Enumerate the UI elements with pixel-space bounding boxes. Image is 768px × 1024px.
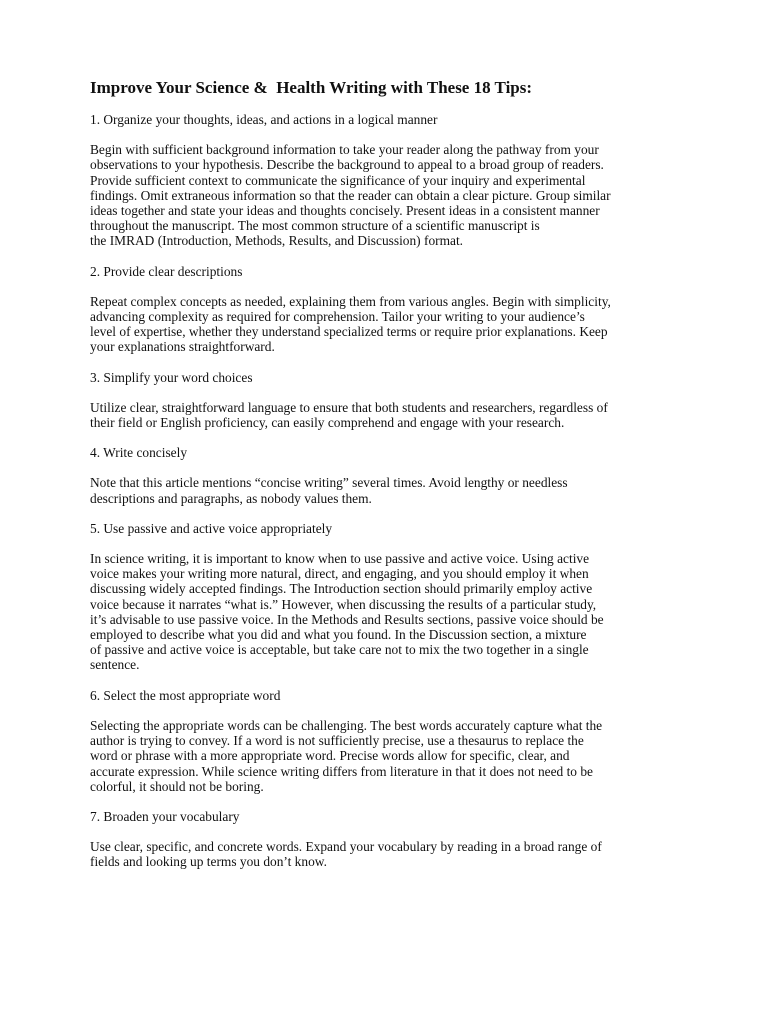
- paragraph-line: throughout the manuscript. The most common structure of a scientific manuscript is: [90, 218, 540, 234]
- section-heading: 1. Organize your thoughts, ideas, and actions in a logical manner: [90, 112, 438, 127]
- paragraph-line: Provide sufficient context to communicate the significance of your inquiry and experimental: [90, 172, 586, 188]
- paragraph-line: employed to describe what you did and what you found. In the Discussion section, a mixture: [90, 627, 587, 643]
- paragraph-line: advancing complexity as required for comprehension. Tailor your writing to your audience’s: [90, 309, 585, 325]
- paragraph-line: Use clear, specific, and concrete words. Expand your vocabulary by reading in a broad range of: [90, 839, 602, 855]
- section-paragraph: [90, 839, 680, 869]
- paragraph-line: their field or English proficiency, can easily comprehend and engage with your research.: [90, 415, 565, 431]
- paragraph-line: observations to your hypothesis. Describe the background to appeal to a broad group of readers.: [90, 157, 604, 173]
- section-heading: 7. Broaden your vocabulary: [90, 808, 240, 824]
- paragraph-line: Selecting the appropriate words can be challenging. The best words accurately capture what the: [90, 717, 603, 733]
- paragraph-line: sentence.: [90, 657, 140, 673]
- section-heading: 6. Select the most appropriate word: [90, 687, 281, 703]
- paragraph-line: voice makes your writing more natural, direct, and engaging, and you should employ it when: [90, 566, 589, 582]
- paragraph-line: findings. Omit extraneous information so that the reader can obtain a clear picture. Group similar: [90, 187, 611, 203]
- paragraph-line: voice because it narrates “what is.” However, when discussing the results of a particular study,: [90, 596, 597, 612]
- document-title: Improve Your Science & Health Writing with These 18 Tips:: [90, 78, 533, 97]
- paragraph-line: In science writing, it is important to know when to use passive and active voice. Using active: [90, 551, 590, 567]
- section-heading: 5. Use passive and active voice appropriately: [90, 520, 333, 536]
- section-heading: 4. Write concisely: [90, 445, 188, 461]
- section-paragraph: [90, 142, 680, 248]
- paragraph-line: discussing widely accepted findings. The Introduction section should primarily employ active: [90, 581, 593, 597]
- section-paragraph: [90, 551, 680, 673]
- paragraph-line: level of expertise, whether they understand specialized terms or require prior explanations. Keep: [90, 324, 608, 340]
- paragraph-line: Repeat complex concepts as needed, explaining them from various angles. Begin with simplicity,: [90, 293, 611, 309]
- document-page: [90, 78, 680, 885]
- paragraph-line: author is trying to convey. If a word is not sufficiently precise, use a thesaurus to replace the: [90, 733, 584, 749]
- paragraph-line: ideas together and state your ideas and thoughts concisely. Present ideas in a consistent manner: [90, 203, 600, 219]
- paragraph-line: the IMRAD (Introduction, Methods, Results, and Discussion) format.: [90, 233, 464, 249]
- paragraph-line: Note that this article mentions “concise writing” several times. Avoid lengthy or needless: [90, 475, 568, 491]
- section-paragraph: [90, 400, 680, 430]
- paragraph-line: of passive and active voice is acceptable, but take care not to mix the two together in a single: [90, 642, 589, 658]
- section-paragraph: [90, 475, 680, 505]
- paragraph-line: Utilize clear, straightforward language to ensure that both students and researchers, regardless of: [90, 399, 608, 415]
- paragraph-line: word or phrase with a more appropriate word. Precise words allow for specific, clear, and: [90, 748, 570, 764]
- paragraph-line: your explanations straightforward.: [90, 339, 275, 355]
- paragraph-line: colorful, it should not be boring.: [90, 778, 264, 794]
- paragraph-line: Begin with sufficient background information to take your reader along the pathway from your: [90, 142, 599, 158]
- paragraph-line: descriptions and paragraphs, as nobody values them.: [90, 490, 372, 506]
- section-heading: 2. Provide clear descriptions: [90, 263, 243, 279]
- section-paragraph: [90, 294, 680, 355]
- paragraph-line: fields and looking up terms you don’t know.: [90, 854, 327, 870]
- paragraph-line: it’s advisable to use passive voice. In the Methods and Results sections, passive voice should be: [90, 611, 604, 627]
- section-paragraph: [90, 718, 680, 794]
- paragraph-line: accurate expression. While science writing differs from literature in that it does not need to be: [90, 763, 593, 779]
- section-heading: 3. Simplify your word choices: [90, 369, 253, 385]
